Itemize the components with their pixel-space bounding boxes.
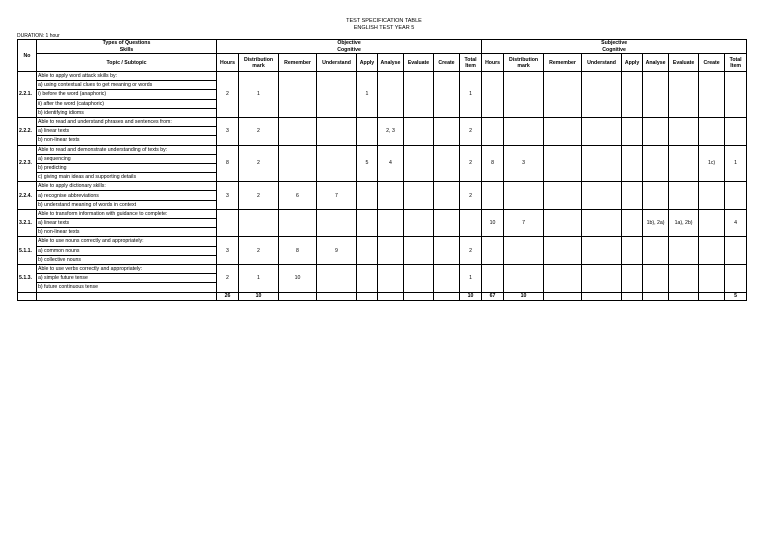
subj-create-cell bbox=[699, 72, 725, 118]
obj-understand-cell bbox=[317, 117, 357, 145]
obj-create-cell bbox=[434, 182, 460, 210]
obj-analyse-cell bbox=[378, 209, 404, 237]
obj-apply-cell: 5 bbox=[357, 145, 378, 182]
subj-create-cell bbox=[699, 237, 725, 265]
subj-understand-cell bbox=[582, 145, 622, 182]
total-subj-distribution-mark: 10 bbox=[504, 292, 544, 300]
total-subj-evaluate bbox=[669, 292, 699, 300]
obj-analyse-cell: 2, 3 bbox=[378, 117, 404, 145]
total-subj-analyse bbox=[643, 292, 669, 300]
obj-total-item-cell: 2 bbox=[460, 145, 482, 182]
header-obj-distribution-mark: Distribution mark bbox=[239, 54, 279, 72]
total-obj-apply bbox=[357, 292, 378, 300]
obj-hours-cell: 3 bbox=[217, 237, 239, 265]
section-number: 2.2.1. bbox=[18, 72, 37, 118]
subtopic-line: b) collective nouns bbox=[37, 255, 217, 264]
subj-understand-cell bbox=[582, 117, 622, 145]
obj-create-cell bbox=[434, 264, 460, 292]
section-number: 5.1.3. bbox=[18, 264, 37, 292]
obj-total-item-cell: 1 bbox=[460, 72, 482, 118]
obj-understand-cell: 9 bbox=[317, 237, 357, 265]
totals-row bbox=[18, 292, 747, 300]
obj-analyse-cell bbox=[378, 72, 404, 118]
subj-distribution-mark-cell: 3 bbox=[504, 145, 544, 182]
totals-no-cell bbox=[18, 292, 37, 300]
obj-apply-cell bbox=[357, 237, 378, 265]
obj-hours-cell: 2 bbox=[217, 72, 239, 118]
header-subj-analyse: Analyse bbox=[643, 54, 669, 72]
subj-evaluate-cell bbox=[669, 182, 699, 210]
subtopic-line: b) identifying idioms bbox=[37, 108, 217, 117]
subj-total-item-cell: 1 bbox=[725, 145, 747, 182]
total-obj-remember bbox=[279, 292, 317, 300]
obj-distribution-mark-cell bbox=[239, 209, 279, 237]
obj-create-cell bbox=[434, 117, 460, 145]
obj-analyse-cell bbox=[378, 264, 404, 292]
subtopic-line: b) non-linear texts bbox=[37, 136, 217, 145]
subj-distribution-mark-cell bbox=[504, 264, 544, 292]
subj-apply-cell bbox=[622, 182, 643, 210]
subj-hours-cell: 10 bbox=[482, 209, 504, 237]
total-subj-total-item: 5 bbox=[725, 292, 747, 300]
obj-evaluate-cell bbox=[404, 72, 434, 118]
section-number: 3.2.1. bbox=[18, 209, 37, 237]
obj-distribution-mark-cell: 2 bbox=[239, 237, 279, 265]
specification-table bbox=[17, 39, 747, 301]
total-obj-understand bbox=[317, 292, 357, 300]
subtopic-line: Able to transform information with guidance to complete: bbox=[37, 209, 217, 218]
obj-remember-cell: 10 bbox=[279, 264, 317, 292]
obj-create-cell bbox=[434, 209, 460, 237]
subj-evaluate-cell bbox=[669, 117, 699, 145]
table-row bbox=[18, 237, 747, 246]
subtopic-line: a) linear texts bbox=[37, 219, 217, 228]
subj-evaluate-cell bbox=[669, 72, 699, 118]
subtopic-line: Able to read and understand phrases and sentences from: bbox=[37, 117, 217, 126]
total-obj-analyse bbox=[378, 292, 404, 300]
duration-label: DURATION: 1 hour bbox=[17, 33, 60, 39]
subj-understand-cell bbox=[582, 182, 622, 210]
subtopic-line: Able to use verbs correctly and appropriately: bbox=[37, 264, 217, 273]
table-row bbox=[18, 145, 747, 154]
subj-distribution-mark-cell bbox=[504, 182, 544, 210]
table-row bbox=[18, 264, 747, 273]
obj-apply-cell bbox=[357, 264, 378, 292]
header-types-of-questions: Types of Questions bbox=[37, 40, 217, 47]
subj-apply-cell bbox=[622, 117, 643, 145]
obj-apply-cell bbox=[357, 117, 378, 145]
subj-total-item-cell bbox=[725, 264, 747, 292]
subj-hours-cell bbox=[482, 264, 504, 292]
obj-evaluate-cell bbox=[404, 117, 434, 145]
obj-understand-cell bbox=[317, 264, 357, 292]
obj-understand-cell bbox=[317, 145, 357, 182]
subj-remember-cell bbox=[544, 117, 582, 145]
subtopic-line: a) simple future tense bbox=[37, 274, 217, 283]
subj-evaluate-cell: 1a), 2b) bbox=[669, 209, 699, 237]
subj-understand-cell bbox=[582, 209, 622, 237]
header-subj-hours: Hours bbox=[482, 54, 504, 72]
obj-create-cell bbox=[434, 237, 460, 265]
header-obj-apply: Apply bbox=[357, 54, 378, 72]
header-subjective: Subjective bbox=[482, 40, 747, 47]
header-subj-understand: Understand bbox=[582, 54, 622, 72]
document-title: TEST SPECIFICATION TABLE bbox=[346, 18, 422, 24]
header-skills: Skills bbox=[37, 47, 217, 54]
totals-topic-cell bbox=[37, 292, 217, 300]
subtopic-line: c) giving main ideas and supporting details bbox=[37, 173, 217, 182]
total-subj-apply bbox=[622, 292, 643, 300]
total-subj-create bbox=[699, 292, 725, 300]
obj-distribution-mark-cell: 1 bbox=[239, 72, 279, 118]
obj-create-cell bbox=[434, 145, 460, 182]
subj-apply-cell bbox=[622, 237, 643, 265]
obj-hours-cell: 3 bbox=[217, 182, 239, 210]
obj-total-item-cell: 2 bbox=[460, 182, 482, 210]
subtopic-line: i) before the word (anaphoric) bbox=[37, 90, 217, 99]
header-subj-create: Create bbox=[699, 54, 725, 72]
obj-analyse-cell: 4 bbox=[378, 145, 404, 182]
obj-apply-cell bbox=[357, 182, 378, 210]
total-obj-total-item: 10 bbox=[460, 292, 482, 300]
subj-understand-cell bbox=[582, 72, 622, 118]
obj-remember-cell bbox=[279, 72, 317, 118]
total-subj-remember bbox=[544, 292, 582, 300]
subj-evaluate-cell bbox=[669, 237, 699, 265]
subtopic-line: Able to use nouns correctly and appropriately: bbox=[37, 237, 217, 246]
obj-analyse-cell bbox=[378, 237, 404, 265]
total-obj-hours: 26 bbox=[217, 292, 239, 300]
subj-create-cell bbox=[699, 264, 725, 292]
subj-hours-cell bbox=[482, 182, 504, 210]
subj-analyse-cell bbox=[643, 237, 669, 265]
obj-distribution-mark-cell: 2 bbox=[239, 182, 279, 210]
subtopic-line: b) non-linear texts bbox=[37, 228, 217, 237]
table-row bbox=[18, 72, 747, 81]
obj-remember-cell: 8 bbox=[279, 237, 317, 265]
subtopic-line: a) sequencing bbox=[37, 154, 217, 163]
subtopic-line: a) linear texts bbox=[37, 127, 217, 136]
subj-hours-cell bbox=[482, 72, 504, 118]
total-subj-hours: 67 bbox=[482, 292, 504, 300]
obj-hours-cell bbox=[217, 209, 239, 237]
subtopic-line: Able to apply dictionary skills: bbox=[37, 182, 217, 191]
subj-analyse-cell bbox=[643, 145, 669, 182]
subj-distribution-mark-cell bbox=[504, 72, 544, 118]
obj-understand-cell: 7 bbox=[317, 182, 357, 210]
subj-create-cell: 1c) bbox=[699, 145, 725, 182]
header-objective-cognitive: Cognitive bbox=[217, 47, 482, 54]
subj-analyse-cell: 1b), 2a) bbox=[643, 209, 669, 237]
subtopic-line: Able to apply word attack skills by: bbox=[37, 72, 217, 81]
subtopic-line: a) common nouns bbox=[37, 246, 217, 255]
header-obj-remember: Remember bbox=[279, 54, 317, 72]
subj-distribution-mark-cell: 7 bbox=[504, 209, 544, 237]
obj-hours-cell: 8 bbox=[217, 145, 239, 182]
subj-remember-cell bbox=[544, 145, 582, 182]
obj-understand-cell bbox=[317, 209, 357, 237]
header-objective: Objective bbox=[217, 40, 482, 47]
subj-analyse-cell bbox=[643, 72, 669, 118]
obj-remember-cell bbox=[279, 209, 317, 237]
obj-evaluate-cell bbox=[404, 182, 434, 210]
header-obj-analyse: Analyse bbox=[378, 54, 404, 72]
obj-understand-cell bbox=[317, 72, 357, 118]
header-no: No bbox=[18, 40, 37, 72]
obj-analyse-cell bbox=[378, 182, 404, 210]
subj-apply-cell bbox=[622, 145, 643, 182]
subj-analyse-cell bbox=[643, 182, 669, 210]
header-subj-evaluate: Evaluate bbox=[669, 54, 699, 72]
header-obj-evaluate: Evaluate bbox=[404, 54, 434, 72]
subtopic-line: ii) after the word (cataphoric) bbox=[37, 99, 217, 108]
subj-remember-cell bbox=[544, 182, 582, 210]
header-obj-understand: Understand bbox=[317, 54, 357, 72]
subj-distribution-mark-cell bbox=[504, 117, 544, 145]
header-obj-create: Create bbox=[434, 54, 460, 72]
table-body bbox=[18, 72, 747, 301]
subtopic-line: b) future continuous tense bbox=[37, 283, 217, 292]
subj-remember-cell bbox=[544, 209, 582, 237]
obj-evaluate-cell bbox=[404, 264, 434, 292]
header-subjective-cognitive: Cognitive bbox=[482, 47, 747, 54]
subj-apply-cell bbox=[622, 209, 643, 237]
obj-remember-cell bbox=[279, 117, 317, 145]
obj-apply-cell bbox=[357, 209, 378, 237]
total-obj-distribution-mark: 10 bbox=[239, 292, 279, 300]
subj-total-item-cell bbox=[725, 117, 747, 145]
subj-analyse-cell bbox=[643, 264, 669, 292]
table-row bbox=[18, 117, 747, 126]
obj-apply-cell: 1 bbox=[357, 72, 378, 118]
subj-create-cell bbox=[699, 182, 725, 210]
header-subj-remember: Remember bbox=[544, 54, 582, 72]
obj-total-item-cell: 2 bbox=[460, 237, 482, 265]
subj-analyse-cell bbox=[643, 117, 669, 145]
subtopic-line: a) recognise abbreviations bbox=[37, 191, 217, 200]
subj-understand-cell bbox=[582, 237, 622, 265]
document-subtitle: ENGLISH TEST YEAR 5 bbox=[353, 25, 415, 31]
subj-apply-cell bbox=[622, 264, 643, 292]
header-obj-hours: Hours bbox=[217, 54, 239, 72]
obj-distribution-mark-cell: 1 bbox=[239, 264, 279, 292]
obj-distribution-mark-cell: 2 bbox=[239, 145, 279, 182]
subj-hours-cell: 8 bbox=[482, 145, 504, 182]
table-header bbox=[18, 40, 747, 72]
subtopic-line: b) predicting bbox=[37, 163, 217, 172]
obj-evaluate-cell bbox=[404, 209, 434, 237]
header-subj-total-item: Total Item bbox=[725, 54, 747, 72]
subj-create-cell bbox=[699, 209, 725, 237]
obj-evaluate-cell bbox=[404, 237, 434, 265]
obj-total-item-cell bbox=[460, 209, 482, 237]
subj-create-cell bbox=[699, 117, 725, 145]
section-number: 2.2.3. bbox=[18, 145, 37, 182]
subj-total-item-cell bbox=[725, 237, 747, 265]
obj-evaluate-cell bbox=[404, 145, 434, 182]
subj-remember-cell bbox=[544, 237, 582, 265]
total-obj-evaluate bbox=[404, 292, 434, 300]
obj-total-item-cell: 1 bbox=[460, 264, 482, 292]
header-obj-total-item: Total Item bbox=[460, 54, 482, 72]
subtopic-line: b) understand meaning of words in context bbox=[37, 200, 217, 209]
total-obj-create bbox=[434, 292, 460, 300]
subj-hours-cell bbox=[482, 117, 504, 145]
subj-total-item-cell bbox=[725, 72, 747, 118]
obj-distribution-mark-cell: 2 bbox=[239, 117, 279, 145]
subj-total-item-cell bbox=[725, 182, 747, 210]
total-subj-understand bbox=[582, 292, 622, 300]
subj-evaluate-cell bbox=[669, 145, 699, 182]
header-subj-apply: Apply bbox=[622, 54, 643, 72]
section-number: 2.2.4. bbox=[18, 182, 37, 210]
subj-total-item-cell: 4 bbox=[725, 209, 747, 237]
subj-hours-cell bbox=[482, 237, 504, 265]
subj-understand-cell bbox=[582, 264, 622, 292]
obj-hours-cell: 2 bbox=[217, 264, 239, 292]
subj-apply-cell bbox=[622, 72, 643, 118]
obj-create-cell bbox=[434, 72, 460, 118]
table-row bbox=[18, 209, 747, 218]
obj-remember-cell bbox=[279, 145, 317, 182]
section-number: 2.2.2. bbox=[18, 117, 37, 145]
subtopic-line: Able to read and demonstrate understanding of texts by: bbox=[37, 145, 217, 154]
obj-remember-cell: 6 bbox=[279, 182, 317, 210]
header-topic-subtopic: Topic / Subtopic bbox=[37, 54, 217, 72]
subj-remember-cell bbox=[544, 264, 582, 292]
obj-hours-cell: 3 bbox=[217, 117, 239, 145]
subj-remember-cell bbox=[544, 72, 582, 118]
subj-distribution-mark-cell bbox=[504, 237, 544, 265]
table-row bbox=[18, 182, 747, 191]
obj-total-item-cell: 2 bbox=[460, 117, 482, 145]
subj-evaluate-cell bbox=[669, 264, 699, 292]
header-subj-distribution-mark: Distribution mark bbox=[504, 54, 544, 72]
subtopic-line: a) using contextual clues to get meaning or words bbox=[37, 81, 217, 90]
section-number: 5.1.1. bbox=[18, 237, 37, 265]
